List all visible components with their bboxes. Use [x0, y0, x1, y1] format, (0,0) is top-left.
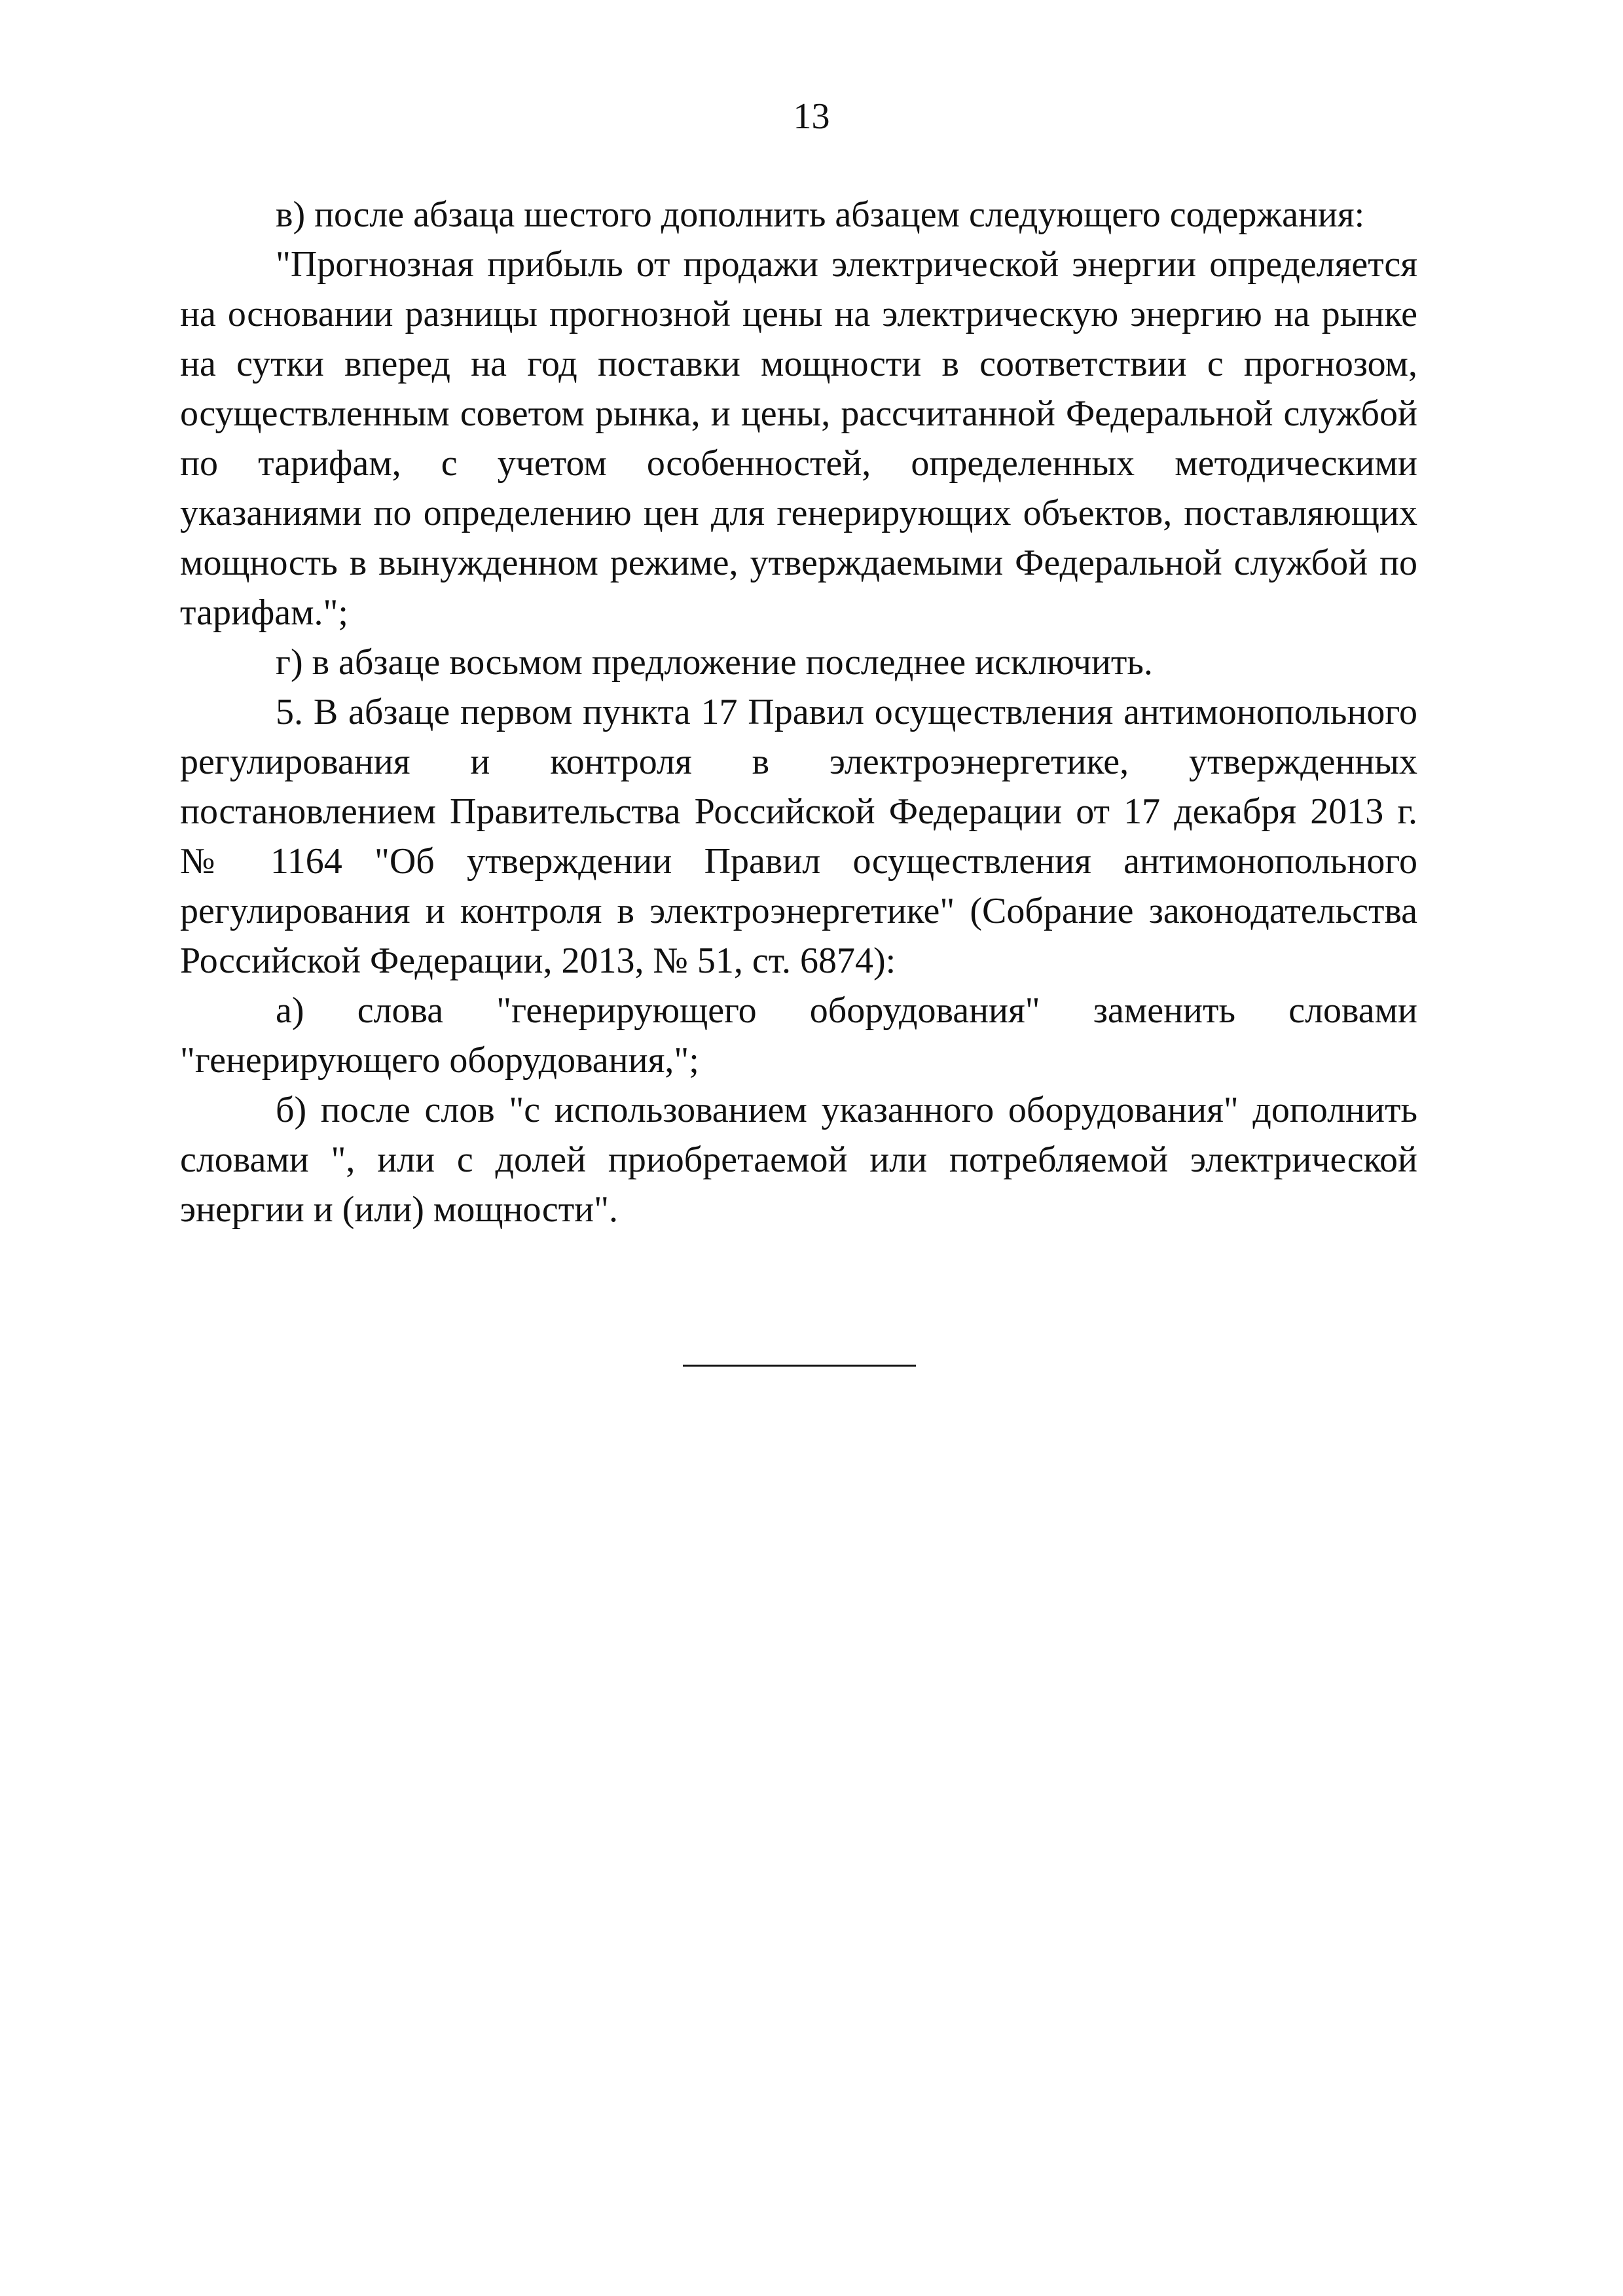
paragraph-point-5: 5. В абзаце первом пункта 17 Правил осуществления антимонопольного регулирования и контроля в электроэнергетике, утвержденных постановлением Правительства Российской Федерации от 17 декабря 2013 г. № 1164 "Об утверждении Правил осуществления антимонопольного регулирования и контроля в электроэнергетике" (Собрание законодательства Российской Федерации, 2013, № 51, ст. 6874): — [180, 692, 1417, 981]
paragraph-item-v: в) после абзаца шестого дополнить абзацем следующего содержания: — [276, 194, 1365, 235]
paragraph-item-g: г) в абзаце восьмом предложение последнее исключить. — [276, 642, 1153, 683]
document-body — [180, 190, 1417, 1234]
page-number: 13 — [793, 96, 830, 137]
paragraph-item-a: а) слова "генерирующего оборудования" заменить словами "генерирующего оборудования,"; — [180, 990, 1417, 1081]
end-separator-line — [683, 1365, 916, 1367]
paragraph-forecast-profit: "Прогнозная прибыль от продажи электрической энергии определяется на основании разницы прогнозной цены на электрическую энергию на рынке на сутки вперед на год поставки мощности в соответствии с прогнозом, осуществленным советом рынка, и цены, рассчитанной Федеральной службой по тарифам, с учетом особенностей, определенных методическими указаниями по определению цен для генерирующих объектов, поставляющих мощность в вынужденном режиме, утверждаемыми Федеральной службой по тарифам."; — [180, 244, 1417, 633]
paragraph-item-b: б) после слов "с использованием указанного оборудования" дополнить словами ", или с долей приобретаемой или потребляемой электрической энергии и (или) мощности". — [180, 1090, 1417, 1230]
